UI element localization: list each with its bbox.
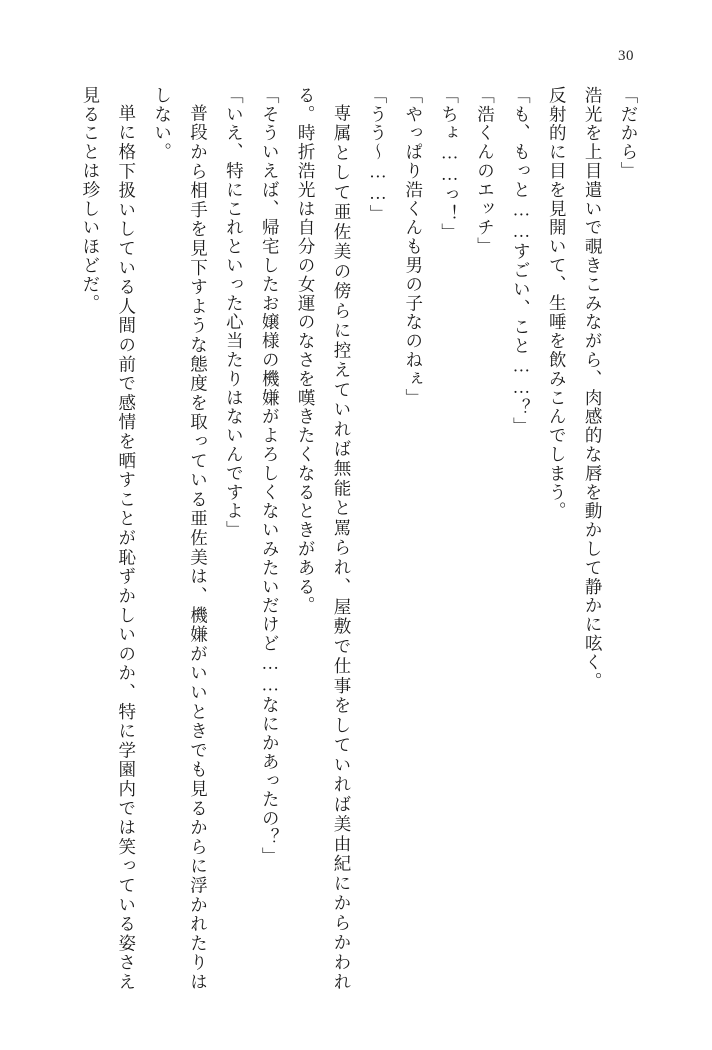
paragraph: 反射的に目を見開いて、生唾を飲みこんでしまう。 xyxy=(547,86,568,521)
paragraph: 「も、もっと……すごい、こと……？」 xyxy=(511,86,532,437)
paragraph: 「だから」 xyxy=(619,86,639,181)
page-text-body xyxy=(70,86,646,991)
paragraph: 浩光を上目遣いで覗きこみながら、肉感的な唇を動かして静かに呟く。 xyxy=(583,86,604,691)
paragraph: 「いえ、特にこれといった心当たりはないんですよ」 xyxy=(224,86,245,540)
paragraph: 「やっぱり浩くんも男の子なのねぇ」 xyxy=(403,86,424,408)
paragraph: 専属として亜佐美の傍らに控えていれば無能と罵られ、屋敷で仕事をしていれば美由紀にからかわれる。時折浩光は自分の女運のなさを嘆きたくなるときがある。 xyxy=(296,86,352,991)
paragraph: 「浩くんのエッチ」 xyxy=(475,86,496,257)
paragraph: 「ちょ……っ！」 xyxy=(439,86,460,243)
page-number: 30 xyxy=(618,48,634,64)
paragraph: 「そういえば、帰宅したお嬢様の機嫌がよろしくないみたいだけど……なにかあったの？」 xyxy=(260,86,281,866)
paragraph: 単に格下扱いしている人間の前で感情を晒すことが恥ずかしいのか、特に学園内では笑っている姿さえ見ることは珍しいほどだ。 xyxy=(80,86,137,991)
paragraph: 普段から相手を見下すような態度を取っている亜佐美は、機嫌がいいときでも見るからに浮かれたりはしない。 xyxy=(152,86,209,991)
paragraph: 「うう～……」 xyxy=(367,86,388,224)
